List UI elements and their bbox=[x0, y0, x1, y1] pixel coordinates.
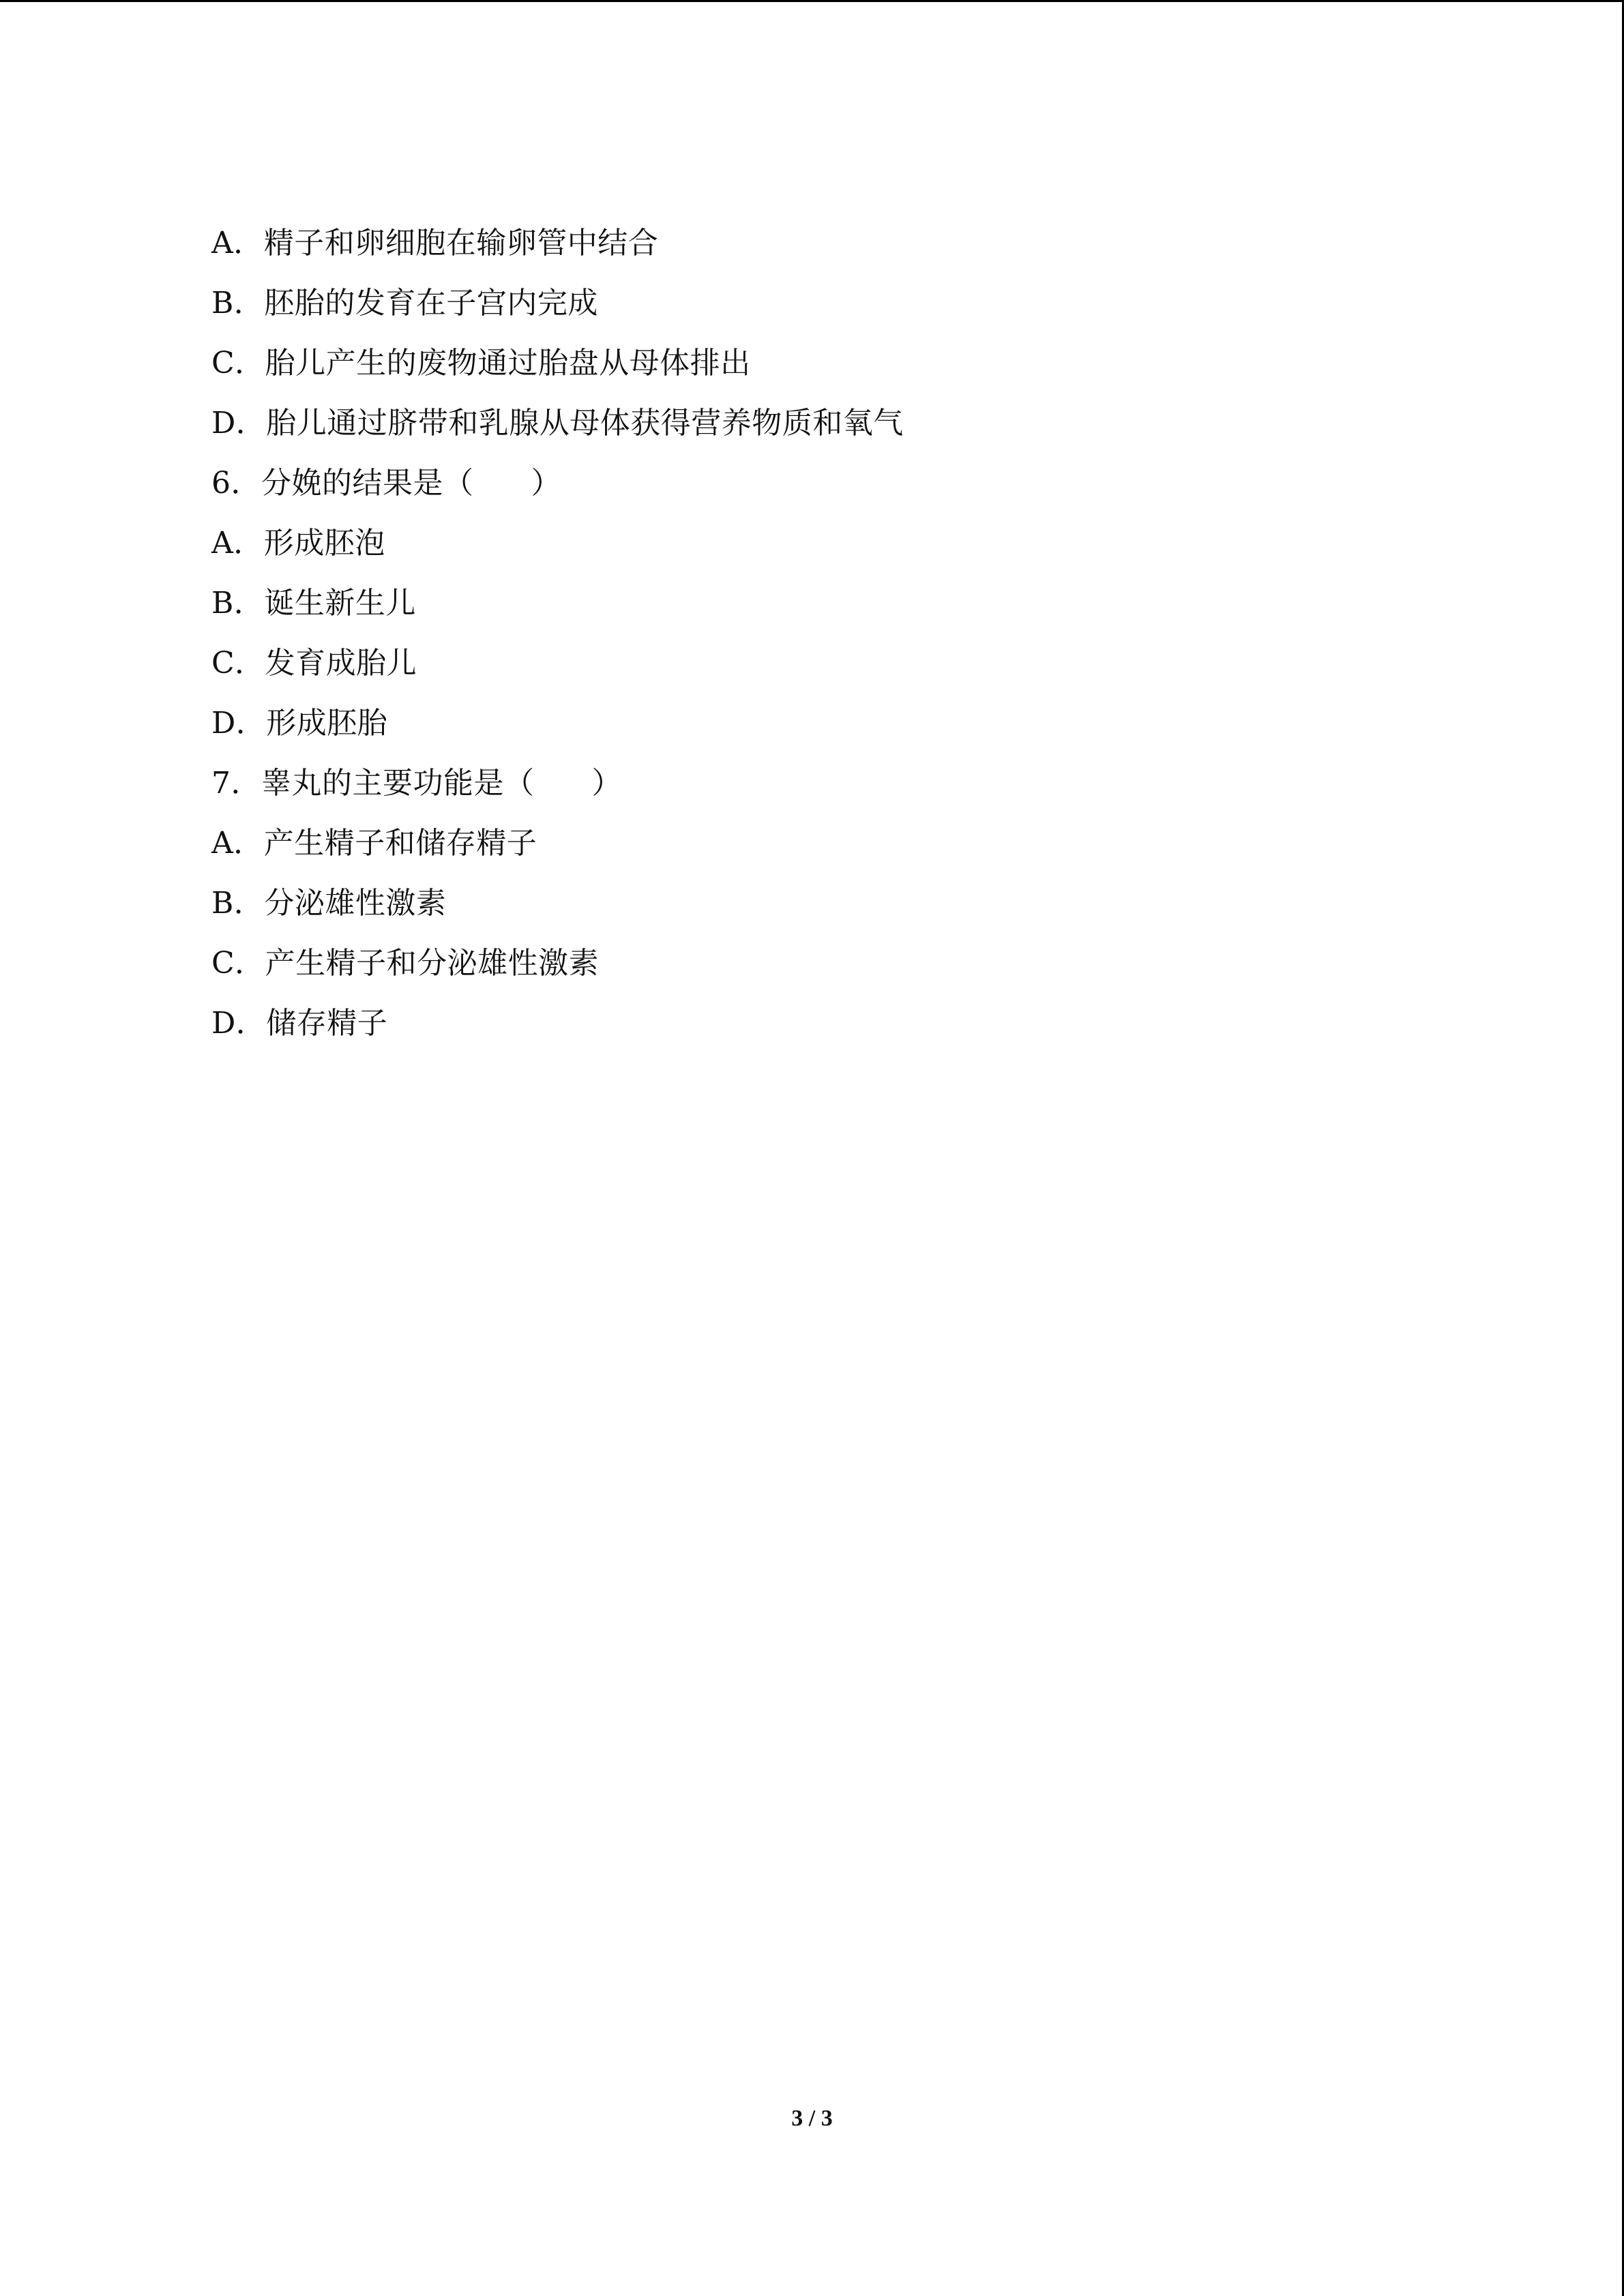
option-label: A． bbox=[211, 526, 264, 561]
option-text: 储存精子 bbox=[266, 1006, 388, 1041]
option-text: 诞生新生儿 bbox=[264, 586, 416, 621]
option-line bbox=[211, 213, 1507, 273]
closing-paren: ） bbox=[531, 466, 561, 501]
option-label: B． bbox=[211, 586, 265, 621]
option-line bbox=[211, 994, 1507, 1054]
option-line bbox=[211, 393, 1507, 453]
option-label: A． bbox=[211, 826, 264, 861]
closing-paren: ） bbox=[591, 766, 622, 801]
question-content bbox=[211, 213, 1507, 1054]
option-line bbox=[211, 934, 1507, 994]
option-line bbox=[211, 573, 1507, 633]
question-text: 分娩的结果是（ bbox=[261, 466, 474, 501]
option-text: 胎儿产生的废物通过胎盘从母体排出 bbox=[265, 346, 751, 381]
option-text: 产生精子和分泌雄性激素 bbox=[265, 946, 600, 981]
option-text: 胚胎的发育在子宫内完成 bbox=[264, 286, 598, 320]
option-label: C． bbox=[211, 646, 265, 681]
option-line bbox=[211, 694, 1507, 754]
option-text: 形成胚泡 bbox=[263, 526, 385, 561]
question-number: 7． bbox=[211, 766, 261, 801]
option-line bbox=[211, 814, 1507, 874]
option-text: 精子和卵细胞在输卵管中结合 bbox=[263, 226, 659, 260]
option-line bbox=[211, 513, 1507, 573]
option-text: 产生精子和储存精子 bbox=[263, 826, 537, 861]
option-label: A． bbox=[211, 226, 264, 260]
option-line bbox=[211, 633, 1507, 694]
option-line bbox=[211, 874, 1507, 934]
question-number: 6． bbox=[211, 466, 261, 501]
page-number: 3 / 3 bbox=[791, 2106, 833, 2131]
option-label: D． bbox=[211, 1006, 267, 1041]
option-text: 形成胚胎 bbox=[266, 706, 388, 741]
option-label: D． bbox=[211, 406, 267, 441]
option-line bbox=[211, 273, 1507, 333]
question-line bbox=[211, 754, 1507, 814]
question-line bbox=[211, 453, 1507, 513]
option-label: B． bbox=[211, 286, 265, 320]
option-line bbox=[211, 333, 1507, 393]
option-text: 胎儿通过脐带和乳腺从母体获得营养物质和氧气 bbox=[266, 406, 904, 441]
option-text: 分泌雄性激素 bbox=[264, 886, 447, 921]
option-label: C． bbox=[211, 946, 265, 981]
option-label: B． bbox=[211, 886, 265, 921]
option-label: C． bbox=[211, 346, 265, 381]
question-text: 睾丸的主要功能是（ bbox=[261, 766, 535, 801]
option-label: D． bbox=[211, 706, 267, 741]
option-text: 发育成胎儿 bbox=[265, 646, 417, 681]
